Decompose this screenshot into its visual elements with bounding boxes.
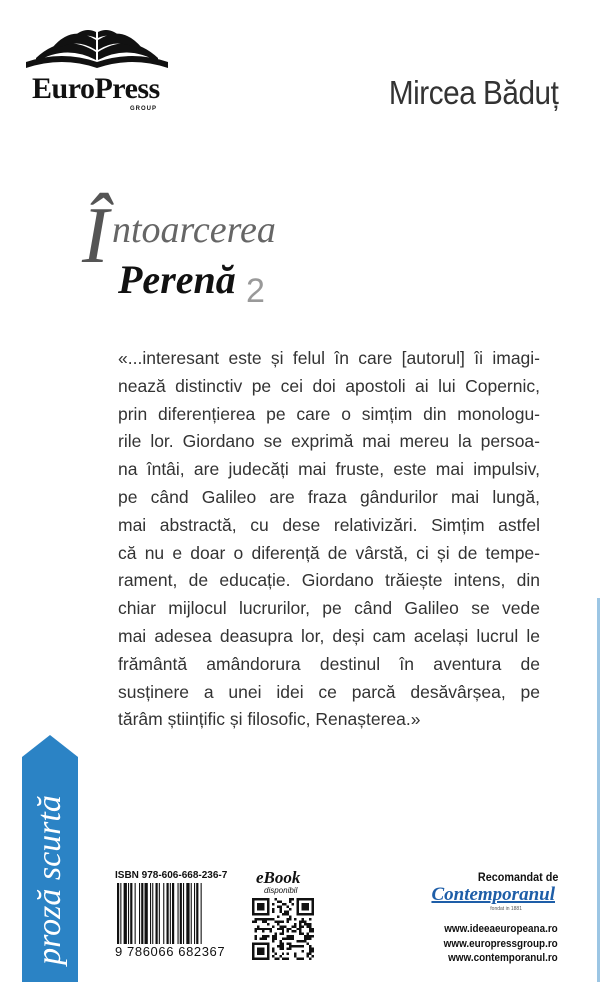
magazine-logo: Contemporanul (431, 884, 555, 905)
website-list (444, 922, 558, 966)
quote-line: mai adesea deasupra lor, deși cam același lucrul le (118, 625, 540, 646)
volume-number: 2 (246, 272, 265, 310)
title-line-1: ntoarcerea (112, 209, 276, 251)
quote-line: tărâm științific și filosofic, Renașterea.» (118, 709, 421, 730)
publisher-name: EuroPress (32, 72, 160, 105)
ebook-subtitle: disponibil (264, 886, 298, 895)
magazine-since: fondat in 1881 (490, 906, 522, 912)
collection-strip (22, 735, 78, 982)
title-line-2: Perenă (118, 257, 236, 302)
barcode-digits: 9 786066 682367 (115, 944, 240, 959)
back-cover-quote (118, 345, 540, 734)
quote-line: susținere a unei idei ce parcă desăvârșea, pe (118, 681, 540, 702)
website-link[interactable]: www.europressgroup.ro (443, 937, 558, 950)
quote-line: rament, de educație. Giordano trăiește intens, din (118, 570, 540, 591)
strip-notch (22, 735, 78, 757)
title-initial: Î (82, 192, 109, 280)
publisher-logo (22, 22, 172, 112)
recommendation-label: Recomandat de (477, 870, 558, 884)
collection-label: proză scurtă (31, 795, 68, 965)
quote-line: rile lor. Giordano se exprimă mai mereu la persoa- (118, 431, 540, 452)
quote-line: pe când Galileo are fraza gândurilor mai lungă, (118, 486, 540, 507)
isbn-text: ISBN 978-606-668-236-7 (115, 870, 228, 881)
quote-line: «...interesant este și felul în care [autorul] îi imagi- (118, 348, 540, 368)
quote-line: că nu e doar o diferență de vârstă, ci și de tempe- (118, 542, 540, 563)
ebook-badge (252, 868, 322, 898)
publisher-sub: GROUP (130, 106, 158, 112)
quote-line: nează distinctiv pe cei doi apostoli ai lui Copernic, (118, 375, 540, 396)
book-icon (22, 22, 172, 74)
author-name: Mircea Băduț (388, 74, 558, 111)
qr-code-icon (252, 898, 314, 960)
quote-line: na întâi, are judecăți mai fruste, este mai impulsiv, (118, 459, 540, 480)
website-link[interactable]: www.ideeaeuropeana.ro (444, 923, 558, 935)
quote-line: frământă amândorura destinul în aventura de (118, 653, 540, 674)
quote-line: mai abstractă, cu dese relativizări. Simțim astfel (118, 514, 540, 535)
website-link[interactable]: www.contemporanul.ro (448, 952, 558, 964)
quote-line: prin diferențierea pe care o simțim din monologu- (118, 403, 540, 424)
quote-line: chiar mijlocul lucrurilor, pe când Galileo se vede (118, 598, 540, 619)
ebook-title: eBook (256, 868, 301, 887)
